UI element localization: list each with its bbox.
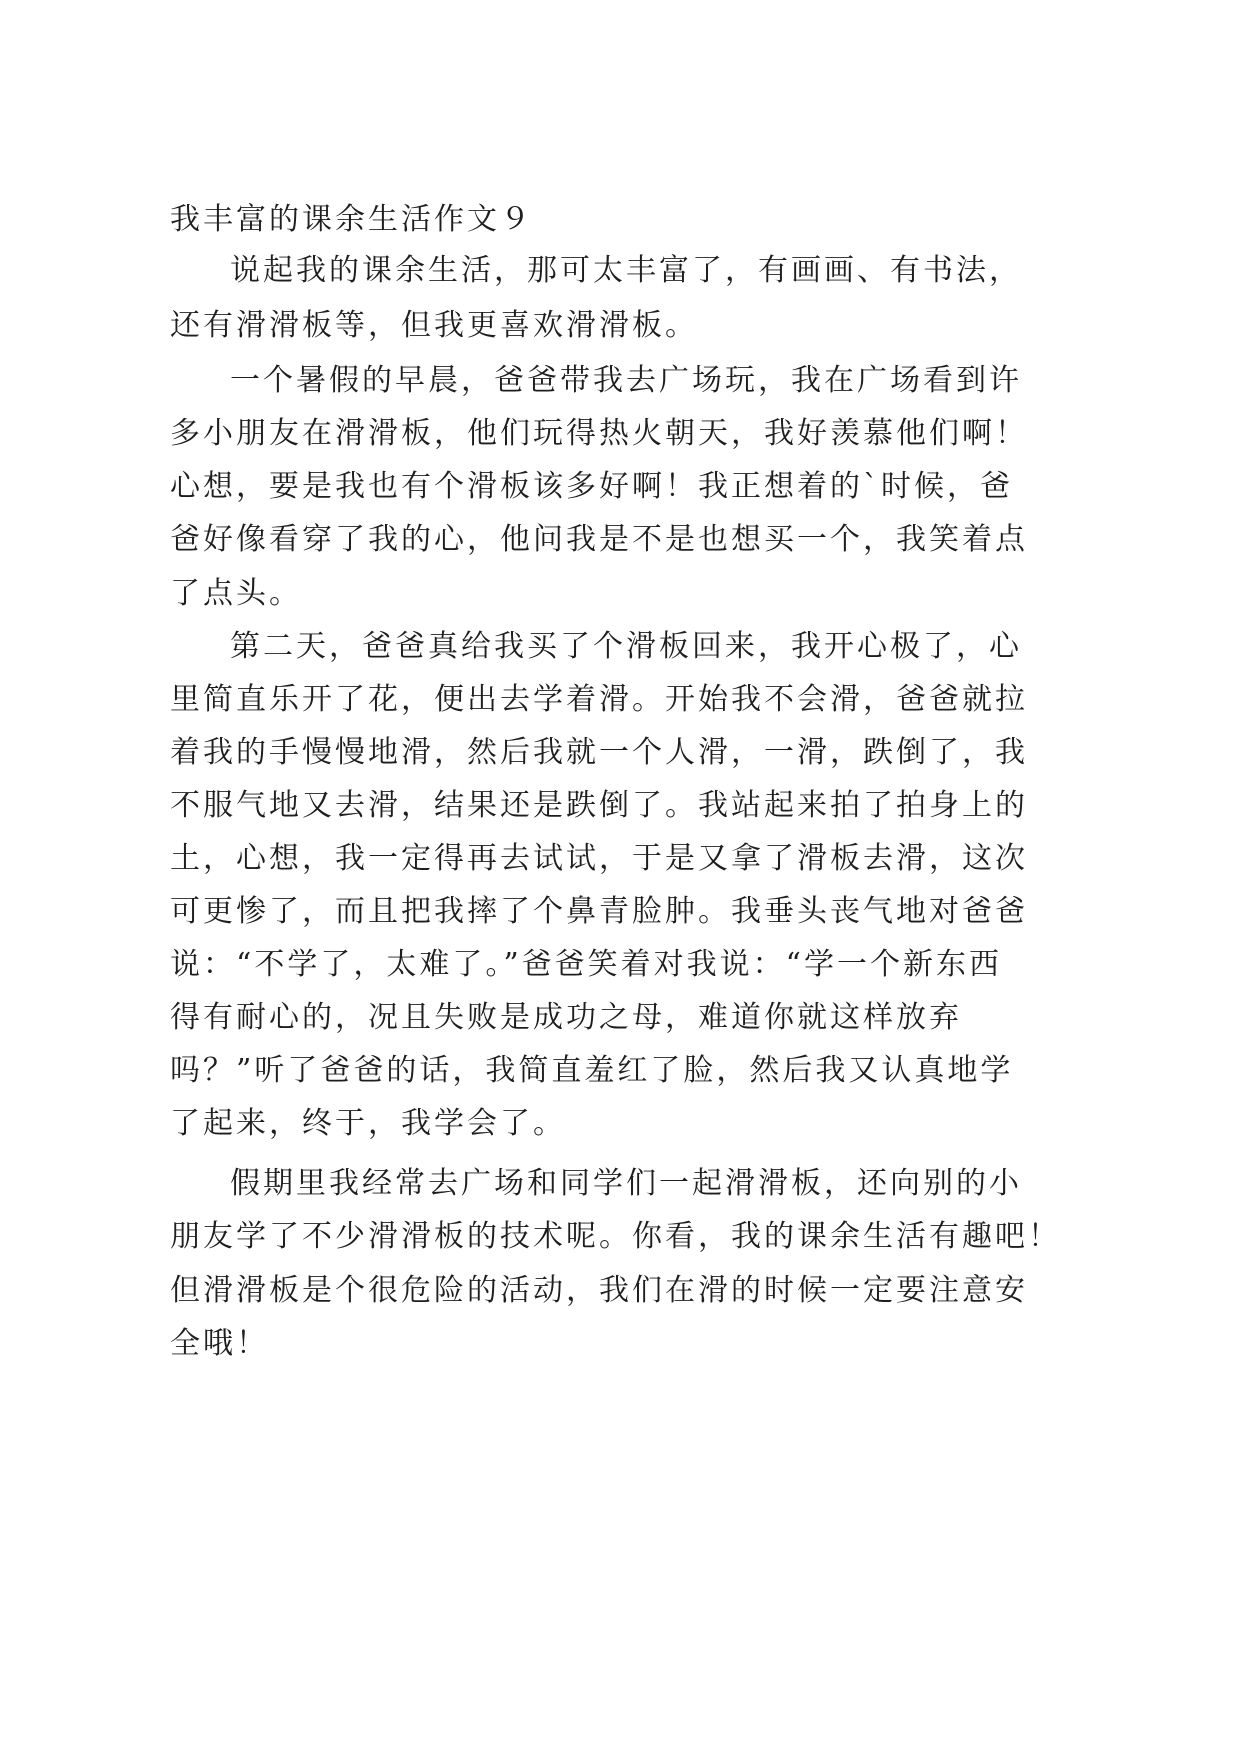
text-line: 一个暑假的早晨，爸爸带我去广场玩，我在广场看到许 (230, 363, 1022, 398)
text-line: 还有滑滑板等，但我更喜欢滑滑板。 (170, 308, 698, 343)
text-line: 说起我的课余生活，那可太丰富了，有画画、有书法， (230, 253, 1022, 288)
text-line: 全哦！ (170, 1326, 269, 1361)
text-line: 假期里我经常去广场和同学们一起滑滑板，还向别的小 (230, 1166, 1022, 1201)
text-line: 但滑滑板是个很危险的活动，我们在滑的时候一定要注意安 (170, 1273, 1028, 1308)
text-line: 不服气地又去滑，结果还是跌倒了。我站起来拍了拍身上的 (170, 788, 1028, 823)
text-line: 土，心想，我一定得再去试试，于是又拿了滑板去滑，这次 (170, 841, 1028, 876)
text-line: 心想，要是我也有个滑板该多好啊！我正想着的`时候，爸 (170, 469, 1013, 504)
text-line: 了点头。 (170, 576, 302, 611)
text-line: 爸好像看穿了我的心，他问我是不是也想买一个，我笑着点 (170, 522, 1028, 557)
text-line: 了起来，终于，我学会了。 (170, 1106, 566, 1141)
text-line: 可更惨了，而且把我摔了个鼻青脸肿。我垂头丧气地对爸爸 (170, 894, 1028, 929)
text-line: 说：“不学了，太难了。”爸爸笑着对我说：“学一个新东西 (170, 947, 1003, 982)
text-line: 着我的手慢慢地滑，然后我就一个人滑，一滑，跌倒了，我 (170, 735, 1028, 770)
text-line: 第二天，爸爸真给我买了个滑板回来，我开心极了，心 (230, 629, 1022, 664)
text-line: 得有耐心的，况且失败是成功之母，难道你就这样放弃 (170, 1000, 962, 1035)
text-line: 朋友学了不少滑滑板的技术呢。你看，我的课余生活有趣吧！ (170, 1219, 1061, 1254)
text-line: 多小朋友在滑滑板，他们玩得热火朝天，我好羡慕他们啊！ (170, 416, 1028, 451)
text-line: 吗？”听了爸爸的话，我简直羞红了脸，然后我又认真地学 (170, 1053, 1014, 1088)
text-line: 里简直乐开了花，便出去学着滑。开始我不会滑，爸爸就拉 (170, 682, 1028, 717)
document-title: 我丰富的课余生活作文９ (170, 202, 533, 237)
